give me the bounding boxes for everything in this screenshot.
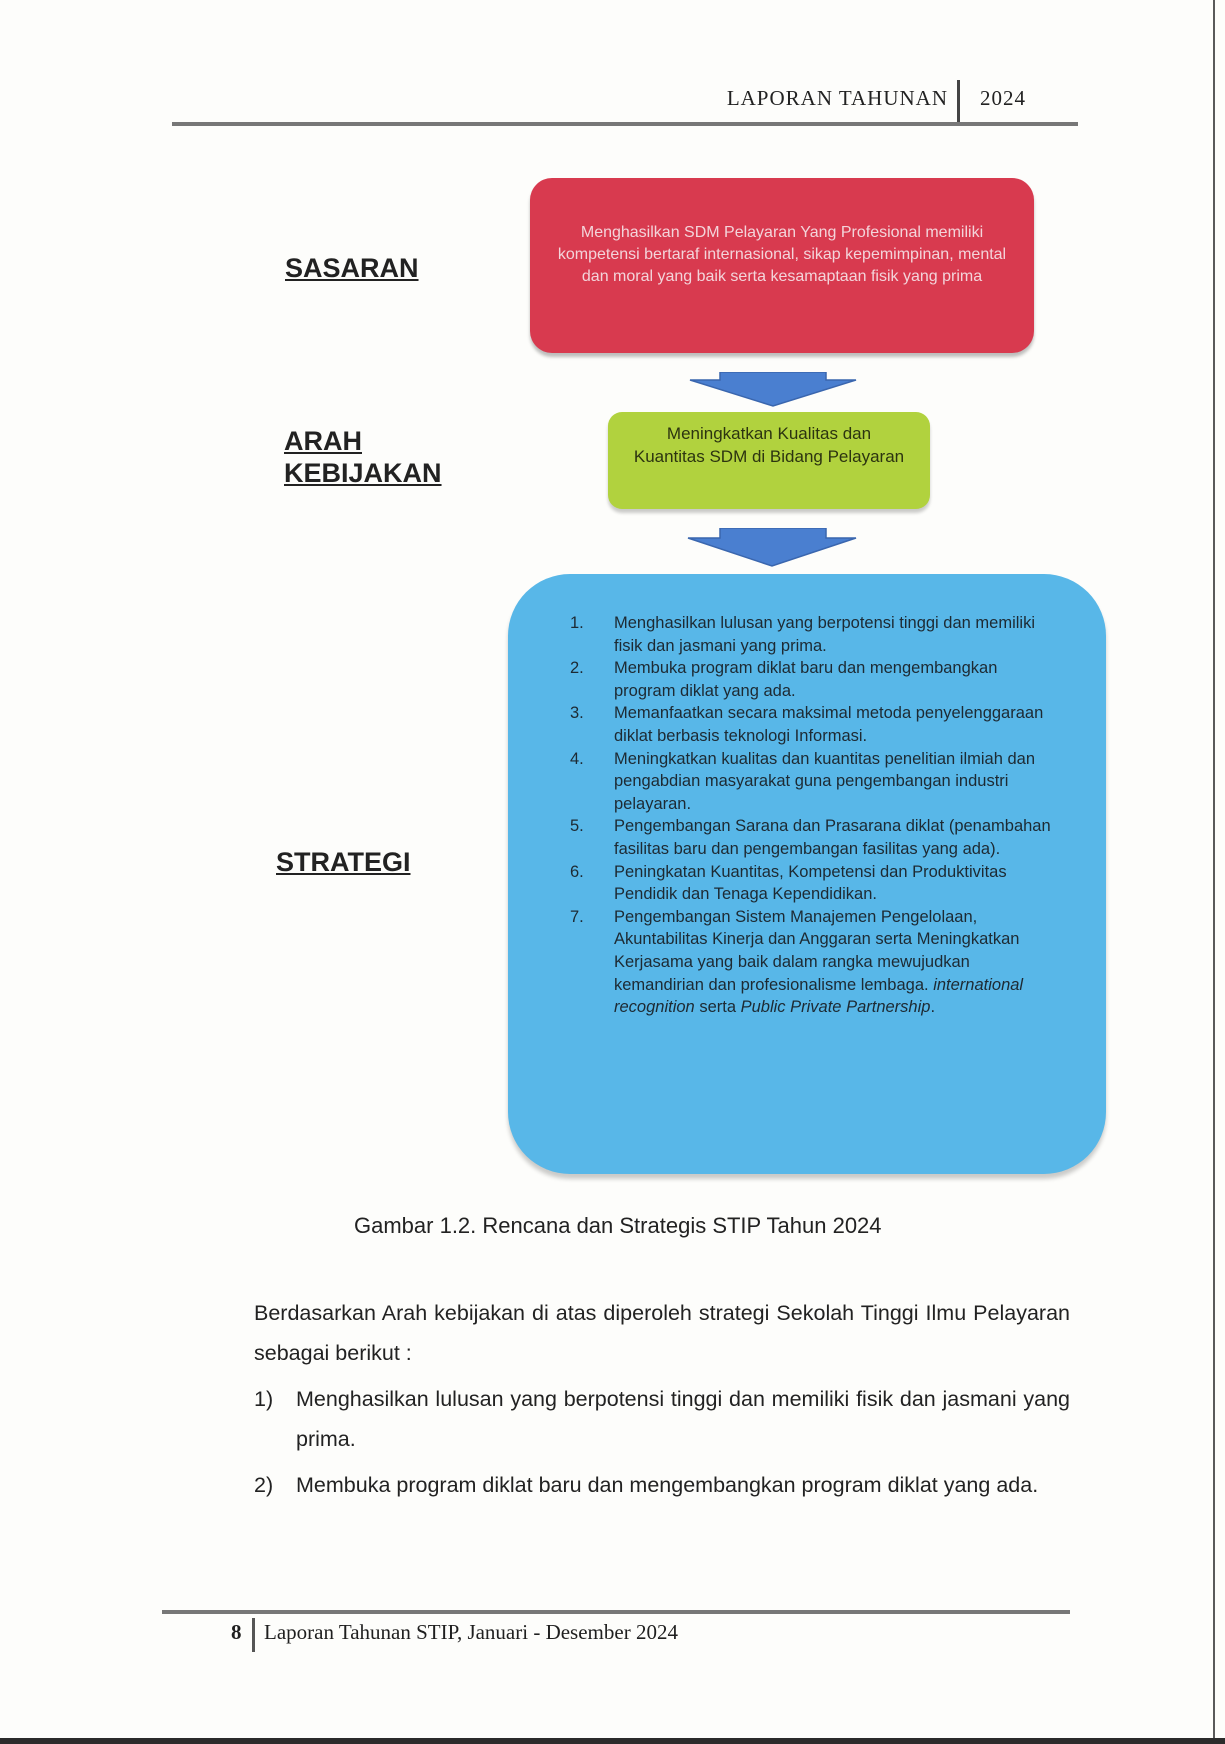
header-rule — [172, 122, 1078, 126]
strategy-item-text: Peningkatan Kuantitas, Kompetensi dan Produktivitas Pendidik dan Tenaga Kependidikan. — [614, 862, 1007, 904]
list-item-number: 2) — [254, 1473, 274, 1497]
list-item-number: 1) — [254, 1387, 274, 1411]
strategy-item-text: Memanfaatkan secara maksimal metoda penyelenggaraan diklat berbasis teknologi Informasi. — [614, 704, 1044, 745]
strategy-item-number: 3. — [570, 704, 584, 723]
sasaran-text: Menghasilkan SDM Pelayaran Yang Profesional memiliki kompetensi bertaraf internasional, sikap kepemimpinan, mental dan moral yang baik serta kesamaptaan fisik yang prima — [557, 224, 1007, 285]
arah-kebijakan-box — [608, 412, 930, 509]
strategy-item-number: 7. — [570, 907, 584, 926]
header-separator — [957, 80, 960, 124]
strategy-item7-text-part1: Pengembangan Sistem Manajemen Pengelolaan, Akuntabilitas Kinerja dan Anggaran serta Meningkatkan Kerjasama yang baik dalam rangka mewujudkan kemandirian dan profesionalisme lembaga. — [614, 907, 1020, 994]
footer-rule — [162, 1610, 1070, 1614]
page-edge-bottom — [0, 1738, 1225, 1744]
label-sasaran: SASARAN — [285, 253, 419, 283]
label-arah-kebijakan — [284, 425, 442, 489]
strategi-box — [508, 574, 1106, 1174]
strategy-item — [570, 906, 1056, 1019]
footer-page-number: 8 — [231, 1620, 242, 1644]
strategy-item7-italic1: international recognition — [614, 975, 1024, 1017]
strategy-item-number: 4. — [570, 749, 584, 768]
page-edge-right — [1213, 0, 1215, 1744]
strategy-item — [570, 748, 1056, 816]
strategy-item-number: 5. — [570, 817, 584, 836]
strategy-item7-text-part2: serta — [699, 998, 737, 1017]
label-arah-line1: ARAH — [284, 426, 362, 456]
figure-caption: Gambar 1.2. Rencana dan Strategis STIP Tahun 2024 — [354, 1213, 882, 1238]
strategy-item-number: 2. — [570, 659, 584, 678]
strategy-item-text: Menghasilkan lulusan yang berpotensi tinggi dan memiliki fisik dan jasmani yang prima. — [614, 614, 1035, 655]
arah-text: Meningkatkan Kualitas dan Kuantitas SDM di Bidang Pelayaran — [633, 424, 905, 466]
header-title: LAPORAN TAHUNAN — [726, 86, 948, 110]
strategy-item-text — [614, 906, 1056, 1019]
strategy-item-number: 6. — [570, 862, 584, 881]
down-arrow-icon — [686, 528, 858, 568]
strategy-item7-italic2: Public Private Partnership — [740, 998, 931, 1017]
strategy-item-text: Membuka program diklat baru dan mengembangkan program diklat yang ada. — [614, 659, 998, 700]
label-strategi: STRATEGI — [276, 847, 411, 877]
down-arrow-icon — [688, 372, 858, 408]
body-intro: Berdasarkan Arah kebijakan di atas diperoleh strategi Sekolah Tinggi Ilmu Pelayaran sebagai berikut : — [254, 1301, 1070, 1365]
header-year: 2024 — [980, 86, 1026, 110]
label-arah-line2: KEBIJAKAN — [284, 458, 442, 488]
page-footer — [162, 1610, 1070, 1660]
strategy-item-text: Pengembangan Sarana dan Prasarana diklat (penambahan fasilitas baru dan pengembangan fasilitas yang ada). — [614, 817, 1051, 858]
strategy-item-number: 1. — [570, 614, 584, 632]
footer-text: Laporan Tahunan STIP, Januari - Desember 2024 — [264, 1620, 678, 1644]
footer-separator — [252, 1618, 255, 1652]
strategy-item — [570, 861, 1056, 906]
page-header — [172, 80, 1078, 128]
strategy-item — [570, 702, 1056, 747]
list-item-text: Membuka program diklat baru dan mengembangkan program diklat yang ada. — [296, 1473, 1039, 1497]
body-text — [254, 1293, 1070, 1505]
strategy-item — [570, 612, 1056, 657]
strategy-item-text: Meningkatkan kualitas dan kuantitas penelitian ilmiah dan pengabdian masyarakat guna pengembangan industri pelayaran. — [614, 749, 1036, 813]
list-item-text: Menghasilkan lulusan yang berpotensi tinggi dan memiliki fisik dan jasmani yang prima. — [296, 1387, 1070, 1451]
sasaran-box — [530, 178, 1034, 353]
list-item — [254, 1379, 1070, 1459]
list-item — [254, 1465, 1070, 1505]
strategy-item — [570, 815, 1056, 860]
strategy-item7-end: . — [930, 998, 936, 1017]
strategy-item — [570, 657, 1056, 702]
